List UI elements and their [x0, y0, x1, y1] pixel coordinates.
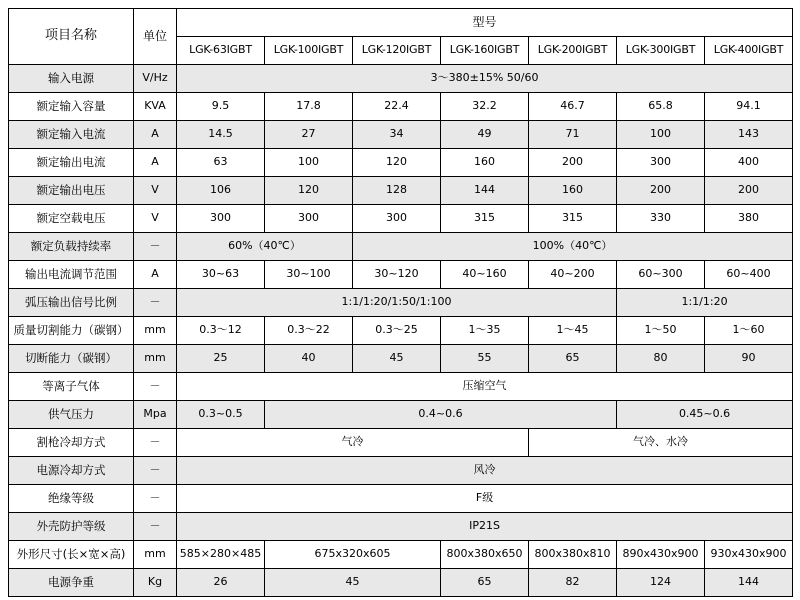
table-cell: 144 [441, 177, 529, 205]
table-cell: 45 [353, 345, 441, 373]
table-cell: 1～50 [617, 317, 705, 345]
table-row [9, 205, 793, 233]
table-cell: 675x320x605 [265, 541, 441, 569]
table-cell: 200 [617, 177, 705, 205]
table-cell: 30~63 [177, 261, 265, 289]
row-label: 额定输入容量 [9, 93, 134, 121]
table-cell: 330 [617, 205, 705, 233]
table-row [9, 485, 793, 513]
row-unit: A [134, 121, 177, 149]
table-cell: 80 [617, 345, 705, 373]
row-label: 电源争重 [9, 569, 134, 597]
table-cell: 124 [617, 569, 705, 597]
row-label: 等离子气体 [9, 373, 134, 401]
table-cell: 143 [705, 121, 793, 149]
table-cell: 585×280×485 [177, 541, 265, 569]
table-cell: 82 [529, 569, 617, 597]
row-unit: Kg [134, 569, 177, 597]
table-cell: 22.4 [353, 93, 441, 121]
table-cell: 1:1/1:20/1:50/1:100 [177, 289, 617, 317]
table-cell: 46.7 [529, 93, 617, 121]
table-cell: 315 [441, 205, 529, 233]
table-row [9, 177, 793, 205]
table-cell: 144 [705, 569, 793, 597]
table-cell: 55 [441, 345, 529, 373]
row-label: 额定输出电压 [9, 177, 134, 205]
table-cell: IP21S [177, 513, 793, 541]
table-cell: F级 [177, 485, 793, 513]
row-unit: KVA [134, 93, 177, 121]
table-cell: 380 [705, 205, 793, 233]
table-cell: 0.4~0.6 [265, 401, 617, 429]
row-unit: － [134, 373, 177, 401]
table-cell: 300 [265, 205, 353, 233]
table-cell: 1～45 [529, 317, 617, 345]
table-row [9, 261, 793, 289]
table-cell: 40 [265, 345, 353, 373]
row-unit: － [134, 289, 177, 317]
table-cell: 30~120 [353, 261, 441, 289]
table-cell: 63 [177, 149, 265, 177]
table-row [9, 65, 793, 93]
table-cell: 45 [265, 569, 441, 597]
table-cell: 160 [441, 149, 529, 177]
row-label: 切断能力（碳钢） [9, 345, 134, 373]
table-cell: 60~400 [705, 261, 793, 289]
row-label: 质量切割能力（碳钢） [9, 317, 134, 345]
table-row [9, 121, 793, 149]
table-cell: 100 [617, 121, 705, 149]
table-cell: 49 [441, 121, 529, 149]
row-label: 输出电流调节范围 [9, 261, 134, 289]
row-unit: V/Hz [134, 65, 177, 93]
table-cell: 100 [265, 149, 353, 177]
column-header-item-name: 项目名称 [9, 9, 134, 65]
table-cell: 25 [177, 345, 265, 373]
table-cell: 0.3～12 [177, 317, 265, 345]
table-cell: 800x380x810 [529, 541, 617, 569]
table-cell: 风冷 [177, 457, 793, 485]
table-cell: 300 [353, 205, 441, 233]
table-cell: 94.1 [705, 93, 793, 121]
row-label: 绝缘等级 [9, 485, 134, 513]
table-cell: 100%（40℃） [353, 233, 793, 261]
table-cell: 315 [529, 205, 617, 233]
table-row [9, 289, 793, 317]
column-header-model-4: LGK-200IGBT [529, 37, 617, 65]
row-unit: － [134, 457, 177, 485]
row-unit: V [134, 177, 177, 205]
table-cell: 3～380±15% 50/60 [177, 65, 793, 93]
table-header-row-top [9, 9, 793, 37]
table-cell: 160 [529, 177, 617, 205]
table-cell: 压缩空气 [177, 373, 793, 401]
table-cell: 34 [353, 121, 441, 149]
table-cell: 40~200 [529, 261, 617, 289]
table-body [9, 65, 793, 597]
table-cell: 1～60 [705, 317, 793, 345]
table-header [9, 9, 793, 65]
table-cell: 14.5 [177, 121, 265, 149]
table-cell: 1:1/1:20 [617, 289, 793, 317]
table-cell: 400 [705, 149, 793, 177]
column-header-model-2: LGK-120IGBT [353, 37, 441, 65]
row-label: 电源冷却方式 [9, 457, 134, 485]
table-cell: 26 [177, 569, 265, 597]
table-cell: 气冷、水冷 [529, 429, 793, 457]
row-label: 额定输出电流 [9, 149, 134, 177]
column-header-model-5: LGK-300IGBT [617, 37, 705, 65]
table-row [9, 429, 793, 457]
table-cell: 30~100 [265, 261, 353, 289]
table-row [9, 513, 793, 541]
table-cell: 32.2 [441, 93, 529, 121]
table-cell: 128 [353, 177, 441, 205]
column-header-model-1: LGK-100IGBT [265, 37, 353, 65]
table-cell: 90 [705, 345, 793, 373]
row-label: 割枪冷却方式 [9, 429, 134, 457]
table-cell: 0.45~0.6 [617, 401, 793, 429]
table-cell: 0.3～22 [265, 317, 353, 345]
specification-table [8, 8, 793, 597]
row-label: 外形尺寸(长×宽×高) [9, 541, 134, 569]
table-cell: 890x430x900 [617, 541, 705, 569]
row-label: 额定空载电压 [9, 205, 134, 233]
table-cell: 120 [353, 149, 441, 177]
table-cell: 200 [529, 149, 617, 177]
row-unit: A [134, 261, 177, 289]
table-cell: 120 [265, 177, 353, 205]
table-row [9, 373, 793, 401]
table-cell: 60~300 [617, 261, 705, 289]
column-header-model-0: LGK-63IGBT [177, 37, 265, 65]
row-unit: － [134, 485, 177, 513]
table-cell: 9.5 [177, 93, 265, 121]
row-unit: Mpa [134, 401, 177, 429]
table-cell: 60%（40℃） [177, 233, 353, 261]
row-label: 额定输入电流 [9, 121, 134, 149]
table-cell: 300 [617, 149, 705, 177]
row-unit: mm [134, 317, 177, 345]
table-row [9, 345, 793, 373]
table-cell: 200 [705, 177, 793, 205]
table-cell: 27 [265, 121, 353, 149]
table-cell: 65 [441, 569, 529, 597]
table-row [9, 569, 793, 597]
row-unit: mm [134, 345, 177, 373]
table-cell: 800x380x650 [441, 541, 529, 569]
table-cell: 0.3~0.5 [177, 401, 265, 429]
table-row [9, 401, 793, 429]
table-cell: 930x430x900 [705, 541, 793, 569]
table-row [9, 541, 793, 569]
row-unit: － [134, 429, 177, 457]
row-unit: A [134, 149, 177, 177]
table-row [9, 93, 793, 121]
table-cell: 0.3～25 [353, 317, 441, 345]
table-cell: 106 [177, 177, 265, 205]
column-header-unit: 单位 [134, 9, 177, 65]
row-unit: － [134, 233, 177, 261]
column-header-model-group: 型号 [177, 9, 793, 37]
row-unit: mm [134, 541, 177, 569]
table-cell: 40~160 [441, 261, 529, 289]
row-label: 供气压力 [9, 401, 134, 429]
row-unit: V [134, 205, 177, 233]
table-row [9, 233, 793, 261]
table-cell: 气冷 [177, 429, 529, 457]
table-cell: 65.8 [617, 93, 705, 121]
table-cell: 65 [529, 345, 617, 373]
row-label: 弧压输出信号比例 [9, 289, 134, 317]
column-header-model-6: LGK-400IGBT [705, 37, 793, 65]
row-unit: － [134, 513, 177, 541]
table-row [9, 317, 793, 345]
table-cell: 1～35 [441, 317, 529, 345]
row-label: 额定负载持续率 [9, 233, 134, 261]
table-row [9, 149, 793, 177]
table-cell: 71 [529, 121, 617, 149]
row-label: 外壳防护等级 [9, 513, 134, 541]
row-label: 输入电源 [9, 65, 134, 93]
table-cell: 300 [177, 205, 265, 233]
table-row [9, 457, 793, 485]
table-cell: 17.8 [265, 93, 353, 121]
column-header-model-3: LGK-160IGBT [441, 37, 529, 65]
